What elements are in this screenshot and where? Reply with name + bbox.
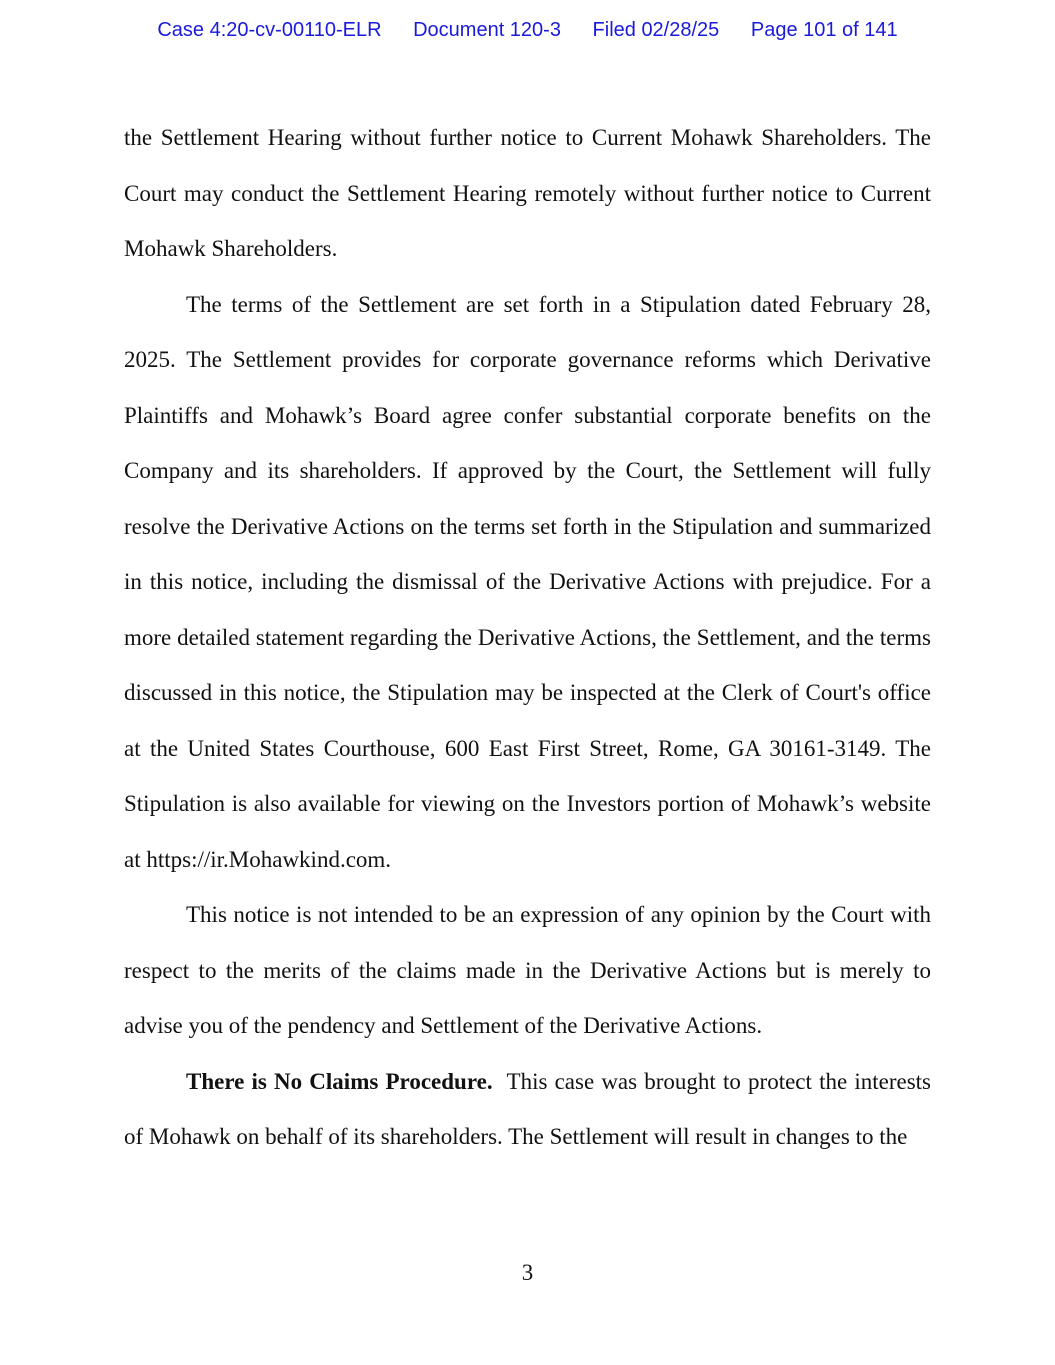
paragraph-claims-procedure <box>124 1054 931 1165</box>
filed-date: Filed 02/28/25 <box>592 19 720 41</box>
document-number: Document 120-3 <box>413 19 561 41</box>
claims-procedure-text: This case was brought to protect the interests of Mohawk on behalf of its shareholders. The Settlement will result in changes to the <box>124 1068 931 1149</box>
document-body <box>124 110 931 1165</box>
page-indicator: Page 101 of 141 <box>750 19 898 41</box>
paragraph-settlement-terms: The terms of the Settlement are set forth in a Stipulation dated February 28, 2025. The Settlement provides for corporate governance reforms which Derivative Plaintiffs and Mohawk’s Board agree confer substantial corporate benefits on the Company and its shareholders. If approved by the Court, the Settlement will fully resolve the Derivative Actions on the terms set forth in the Stipulation and summarized in this notice, including the dismissal of the Derivative Actions with prejudice. For a more detailed statement regarding the Derivative Actions, the Settlement, and the terms discussed in this notice, the Stipulation may be inspected at the Clerk of Court's office at the United States Courthouse, 600 East First Street, Rome, GA 30161-3149. The Stipulation is also available for viewing on the Investors portion of Mohawk’s website at https://ir.Mohawkind.com. <box>124 291 931 872</box>
page-number: 3 <box>521 1260 534 1285</box>
claims-procedure-heading: There is No Claims Procedure. <box>186 1068 493 1094</box>
case-number: Case 4:20-cv-00110-ELR <box>157 19 382 41</box>
paragraph-settlement-hearing: the Settlement Hearing without further notice to Current Mohawk Shareholders. The Court may conduct the Settlement Hearing remotely without further notice to Current Mohawk Shareholders. <box>124 125 931 261</box>
paragraph-notice-disclaimer: This notice is not intended to be an expression of any opinion by the Court with respect to the merits of the claims made in the Derivative Actions but is merely to advise you of the pendency and Settlement of the Derivative Actions. <box>124 902 931 1038</box>
court-filing-header <box>0 19 1055 42</box>
